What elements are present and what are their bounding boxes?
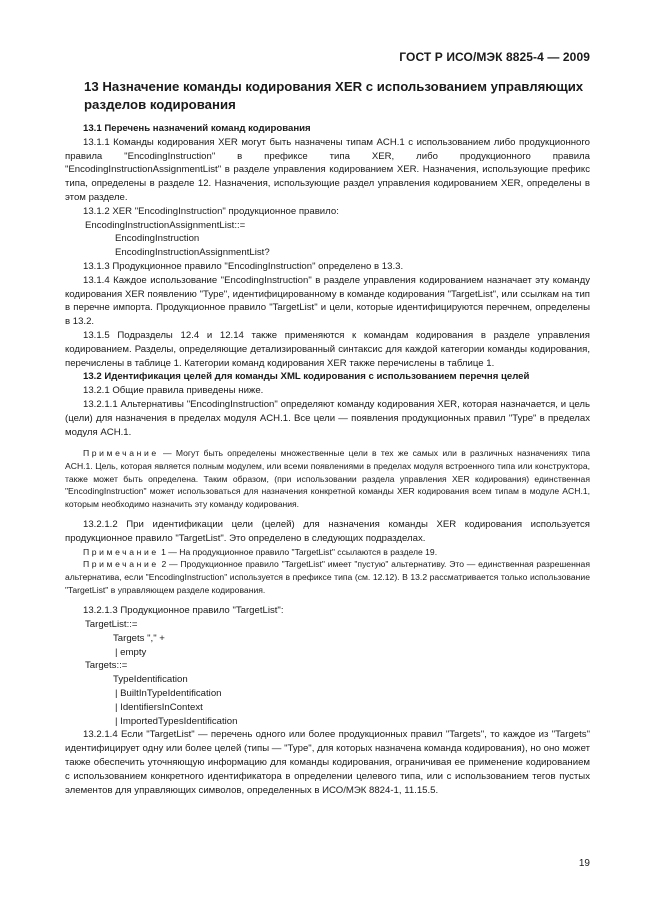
code-line: | ImportedTypesIdentification	[115, 715, 238, 727]
code-line: | empty	[115, 646, 147, 658]
code-line: EncodingInstructionAssignmentList?	[115, 247, 270, 259]
code-line: | BuiltInTypeIdentification	[115, 688, 222, 700]
note-text: 2 — Продукционное правило "TargetList" имеет "пустую" альтернативу. Это — единственная разрешенная альтернатива, если "EncodingInstruction" используется в префиксе типа (см. 12.12). В 13.2 рассматривается только использование "TargetList" в управляющем разделе кодирования.	[65, 559, 590, 595]
note-2	[65, 546, 590, 559]
paragraph-13-2-1-1: 13.2.1.1 Альтернативы "EncodingInstruction" определяют команду кодирования XER, которая назначается, и цель (цели) для назначения в пределах модуля ACH.1. Все цели — появления продукционных правил "Type" в пределах модуля ACH.1.	[65, 398, 590, 438]
paragraph-13-2-1-3: 13.2.1.3 Продукционное правило "TargetList":	[83, 605, 284, 617]
note-label: Примечание	[83, 546, 159, 557]
code-line: Targets "," +	[113, 632, 165, 644]
subsection-heading-13-1: 13.1 Перечень назначений команд кодирования	[83, 123, 311, 134]
paragraph-13-1-1: 13.1.1 Команды кодирования XER могут быть назначены типам ACH.1 с использованием либо продукционного правила "EncodingInstruction" в префиксе типа XER, либо продукционного правила "EncodingInstructionAssignmentList" в разделе управления кодированием XER. Назначения, использующие префикс типа, определены в разделе 12. Назначения, использующие раздел управления кодированием XER, определены в этом разделе.	[65, 136, 590, 203]
code-line: EncodingInstruction	[115, 233, 200, 245]
note-text: 1 — На продукционное правило "TargetList" ссылаются в разделе 19.	[158, 546, 438, 557]
note-label: Примечание	[83, 559, 159, 570]
note-label: Примечание	[83, 448, 159, 459]
code-line: | IdentifiersInContext	[115, 701, 203, 713]
subsection-heading-13-2: 13.2 Идентификация целей для команды XML кодирования с использованием перечня целей	[83, 371, 530, 383]
body-text	[65, 122, 590, 797]
paragraph-13-1-5: 13.1.5 Подразделы 12.4 и 12.14 также применяются к командам кодирования в разделе управления кодированием. Разделы, определяющие детализированный синтаксис для каждой категории команды кодирования, перечислены в таблице 1. Категории команд кодирования XER также перечислены в таблице 1.	[65, 329, 590, 369]
section-title-line1: 13 Назначение команды кодирования XER с использованием управляющих	[84, 79, 584, 94]
note-1	[65, 447, 590, 510]
paragraph-13-2-1-2: 13.2.1.2 При идентификации цели (целей) для назначения команды XER кодирования используется продукционное правило "TargetList". Это определено в следующих подразделах.	[65, 519, 590, 545]
standard-header: ГОСТ Р ИСО/МЭК 8825-4 — 2009	[399, 50, 590, 64]
code-line: EncodingInstructionAssignmentList::=	[85, 219, 246, 231]
paragraph-13-1-3: 13.1.3 Продукционное правило "EncodingInstruction" определено в 13.3.	[83, 260, 404, 272]
code-line: TypeIdentification	[113, 674, 188, 686]
section-title	[84, 78, 604, 114]
code-line: Targets::=	[85, 660, 128, 672]
paragraph-13-2-1: 13.2.1 Общие правила приведены ниже.	[83, 385, 264, 397]
section-title-line2: разделов кодирования	[84, 97, 236, 112]
code-line: TargetList::=	[85, 619, 138, 631]
page-number: 19	[578, 858, 590, 869]
paragraph-13-1-4: 13.1.4 Каждое использование "EncodingInstruction" в разделе управления кодированием назначает эту команду кодирования XER появлению "Type", идентифицированному в команде кодирования "TargetList", или ссылкам на тип в перечне импорта. Продукционное правило "TargetList" и цели, которые идентифицируются перечнем, определены в 13.2.	[65, 274, 590, 328]
paragraph-13-1-2: 13.1.2 XER "EncodingInstruction" продукционное правило:	[83, 205, 339, 217]
note-text: — Могут быть определены множественные цели в тех же самых или в различных назначениях типа ACH.1. Цель, которая является полным модулем, или всеми появлениями в пределах модуля встроенного типа или конструктора, также может быть определена. Таким образом, (при использовании раздела управления XER кодирования) единственная "EncodingInstruction" может использоваться для назначения конкретной команды XER кодирования всем типам в модуле ACH.1, которым необходимо назначить эту команду кодирования.	[65, 448, 590, 509]
note-3	[65, 558, 590, 596]
paragraph-13-2-1-4: 13.2.1.4 Если "TargetList" — перечень одного или более продукционных правил "Targets", то каждое из "Targets" идентифицирует одну или более целей (типы — "Type", для которых назначена команда кодирования), но оно может также обеспечить уточняющую информацию для команды кодирования, ограничивая ее применение кодированием с использованием конкретного идентификатора в определении целевого типа, или с использованием тегов пустых элементов для управляющих символов, определенных в ИСО/МЭК 8824-1, 11.15.5.	[65, 729, 590, 796]
